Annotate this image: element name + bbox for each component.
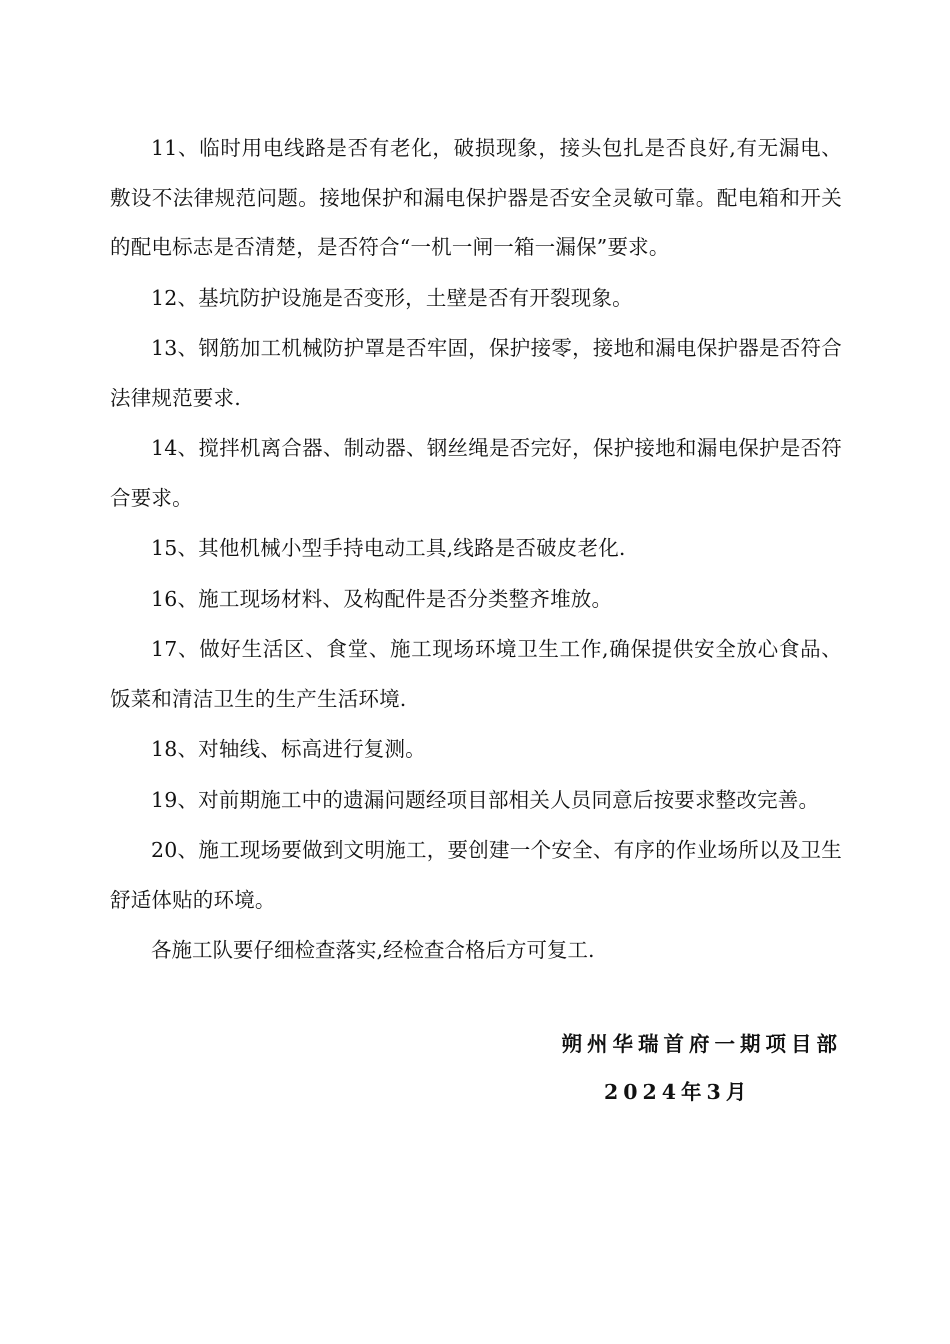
- list-item-13: 13、钢筋加工机械防护罩是否牢固，保护接零，接地和漏电保护器是否符合法律规范要求.: [110, 336, 842, 410]
- list-item-15: 15、其他机械小型手持电动工具,线路是否破皮老化.: [151, 536, 626, 560]
- list-item-14: 14、搅拌机离合器、制动器、钢丝绳是否完好，保护接地和漏电保护是否符合要求。: [110, 436, 842, 510]
- closing-statement: 各施工队要仔细检查落实,经检查合格后方可复工.: [151, 938, 595, 962]
- signature-date: 2024年3月: [604, 1080, 752, 1104]
- document-body: [110, 124, 842, 976]
- list-item-20: 20、施工现场要做到文明施工，要创建一个安全、有序的作业场所以及卫生舒适体贴的环境。: [110, 838, 842, 912]
- list-item-12: 12、基坑防护设施是否变形，土壁是否有开裂现象。: [151, 285, 633, 310]
- list-item-11: 11、临时用电线路是否有老化，破损现象，接头包扎是否良好,有无漏电、敷设不法律规范问题。接地保护和漏电保护器是否安全灵敏可靠。配电箱和开关的配电标志是否清楚，是否符合“一机一闸一箱一漏保”要求。: [110, 136, 842, 259]
- list-item-16: 16、施工现场材料、及构配件是否分类整齐堆放。: [151, 586, 613, 611]
- list-item-19: 19、对前期施工中的遗漏问题经项目部相关人员同意后按要求整改完善。: [151, 787, 820, 812]
- list-item-17: 17、做好生活区、食堂、施工现场环境卫生工作,确保提供安全放心食品、饭菜和清洁卫生的生产生活环境.: [110, 637, 842, 711]
- signature-organization: 朔州华瑞首府一期项目部: [561, 1032, 842, 1056]
- list-item-18: 18、对轴线、标高进行复测。: [151, 737, 426, 761]
